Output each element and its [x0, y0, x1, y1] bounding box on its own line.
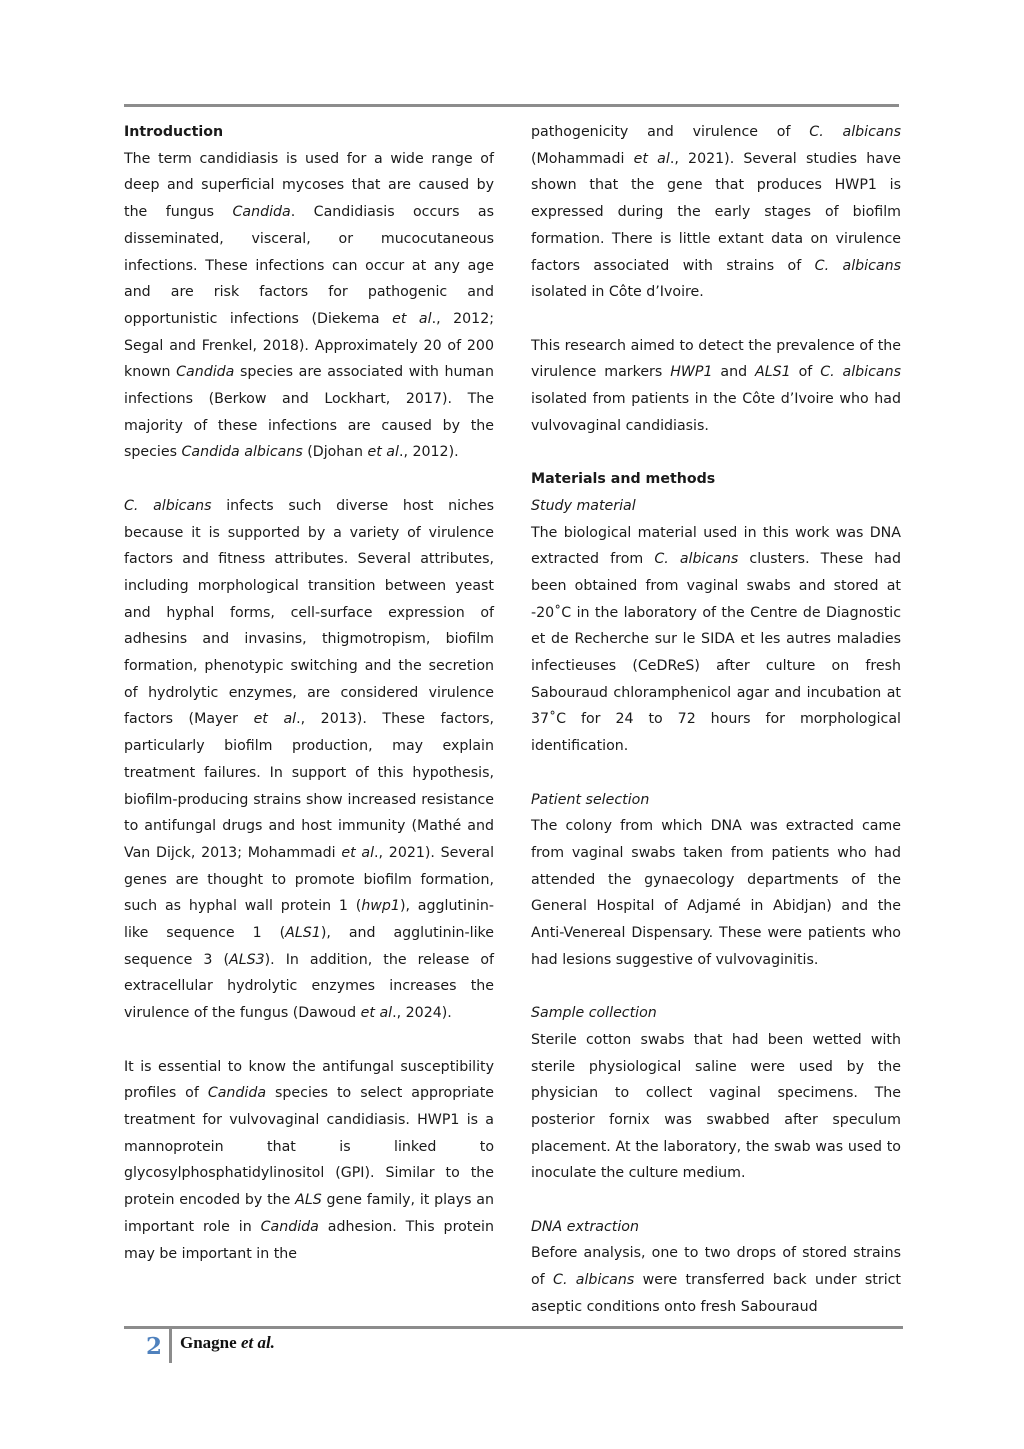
- italic-term: C. albicans: [553, 1272, 635, 1289]
- patient-selection-heading: Patient selection: [531, 791, 650, 808]
- italic-term: hwp1: [361, 898, 400, 915]
- intro-paragraph-1: The term candidiasis is used for a wide range of deep and superficial mycoses that are caused by the fungus Candida. Candidiasis occurs as disseminated, visceral, or mucocutaneous infections. These infections can occur at any age and are risk factors for pathogenic and opportunistic infections (Diekema et al., 2012; Segal and Frenkel, 2018). Approximately 20 of 200 known Candida species are associated with human infections (Berkow and Lockhart, 2017). The majority of these infections are caused by the species Candida albicans (Djohan et al., 2012).: [124, 150, 495, 461]
- italic-term: ALS1: [755, 364, 791, 381]
- italic-term: et al: [253, 711, 297, 728]
- intro-paragraph-3: It is essential to know the antifungal susceptibility profiles of Candida species to select appropriate treatment for vulvovaginal candidiasis. HWP1 is a mannoprotein that is linked to glycosylphosphatidylinositol (GPI). Similar to the protein encoded by the ALS gene family, it plays an important role in Candida adhesion. This protein may be important in the: [124, 1058, 494, 1262]
- running-head-et-al: et al.: [240, 1333, 275, 1352]
- italic-term: Candida: [260, 1218, 319, 1235]
- running-head: [180, 1333, 275, 1353]
- study-material-paragraph: The biological material used in this work was DNA extracted from C. albicans clusters. These had been obtained from vaginal swabs and stored at -20˚C in the laboratory of the Centre de Diagnostic et de Recherche sur le SIDA et les autres maladies infectieuses (CeDReS) after culture on fresh Sabouraud chloramphenicol agar and incubation at 37˚C for 24 to 72 hours for morphological identification.: [531, 524, 901, 755]
- italic-term: C. albicans: [814, 257, 901, 274]
- patient-selection-paragraph: The colony from which DNA was extracted came from vaginal swabs taken from patients who had attended the gynaecology departments of the General Hospital of Adjamé in Abidjan) and the Anti-Venereal Dispensary. These were patients who had lesions suggestive of vulvovaginitis.: [531, 818, 901, 968]
- italic-term: Candida albicans: [181, 444, 303, 461]
- italic-term: ALS1: [285, 925, 321, 942]
- italic-term: Candida: [207, 1085, 267, 1102]
- footer-rule: [124, 1326, 903, 1329]
- italic-term: Candida: [232, 204, 291, 221]
- sample-collection-paragraph: Sterile cotton swabs that had been wetted with sterile physiological saline were used by the physician to collect vaginal specimens. The posterior fornix was swabbed after speculum placement. At the laboratory, the swab was used to inoculate the culture medium.: [531, 1031, 901, 1182]
- italic-term: C. albicans: [124, 497, 212, 514]
- sample-collection-heading: Sample collection: [531, 1005, 657, 1022]
- italic-term: Candida: [176, 364, 235, 381]
- methods-heading: Materials and methods: [531, 471, 716, 488]
- italic-term: ALS3: [228, 951, 265, 968]
- introduction-heading: Introduction: [124, 124, 224, 140]
- italic-term: C. albicans: [654, 551, 739, 568]
- header-rule: [124, 104, 899, 107]
- study-material-heading: Study material: [531, 497, 636, 514]
- dna-extraction-heading: DNA extraction: [531, 1218, 639, 1235]
- intro-paragraph-2: C. albicans infects such diverse host niches because it is supported by a variety of virulence factors and fitness attributes. Several attributes, including morphological transition between yeast and hyphal forms, cell-surface expression of adhesins and invasins, thigmotropism, biofilm formation, phenotypic switching and the secretion of hydrolytic enzymes, are considered virulence factors (Mayer et al., 2013). These factors, particularly biofilm production, may explain treatment failures. In support of this hypothesis, biofilm-producing strains show increased resistance to antifungal drugs and host immunity (Mathé and Van Dijck, 2013; Mohammadi et al., 2021). Several genes are thought to promote biofilm formation, such as hyphal wall protein 1 (hwp1), agglutinin-like sequence 1 (ALS1), and agglutinin-like sequence 3 (ALS3). In addition, the release of extracellular hydrolytic enzymes increases the virulence of the fungus (Dawoud et al., 2024).: [124, 497, 495, 1022]
- intro-paragraph-4: pathogenicity and virulence of C. albicans (Mohammadi et al., 2021). Several studies have shown that the gene that produces HWP1 is expressed during the early stages of biofilm formation. There is little extant data on virulence factors associated with strains of C. albicans isolated in Côte d’Ivoire.: [531, 124, 902, 301]
- italic-term: et al: [392, 310, 432, 327]
- page-number: 2: [146, 1333, 163, 1360]
- italic-term: C. albicans: [820, 364, 901, 381]
- running-head-author: Gnagne: [180, 1333, 237, 1352]
- left-column: [124, 119, 494, 1267]
- footer-divider: [169, 1329, 172, 1363]
- italic-term: ALS: [295, 1192, 322, 1209]
- italic-term: et al: [633, 150, 670, 167]
- dna-extraction-paragraph: Before analysis, one to two drops of stored strains of C. albicans were transferred back under strict aseptic conditions onto fresh Sabouraud: [531, 1245, 901, 1315]
- italic-term: et al: [367, 444, 399, 461]
- italic-term: et al: [341, 844, 375, 861]
- italic-term: C. albicans: [809, 124, 901, 140]
- italic-term: et al: [360, 1005, 393, 1022]
- right-column: [531, 119, 901, 1321]
- research-aim-paragraph: This research aimed to detect the prevalence of the virulence markers HWP1 and ALS1 of C. albicans isolated from patients in the Côte d’Ivoire who had vulvovaginal candidiasis.: [531, 337, 901, 434]
- italic-term: HWP1: [670, 364, 713, 381]
